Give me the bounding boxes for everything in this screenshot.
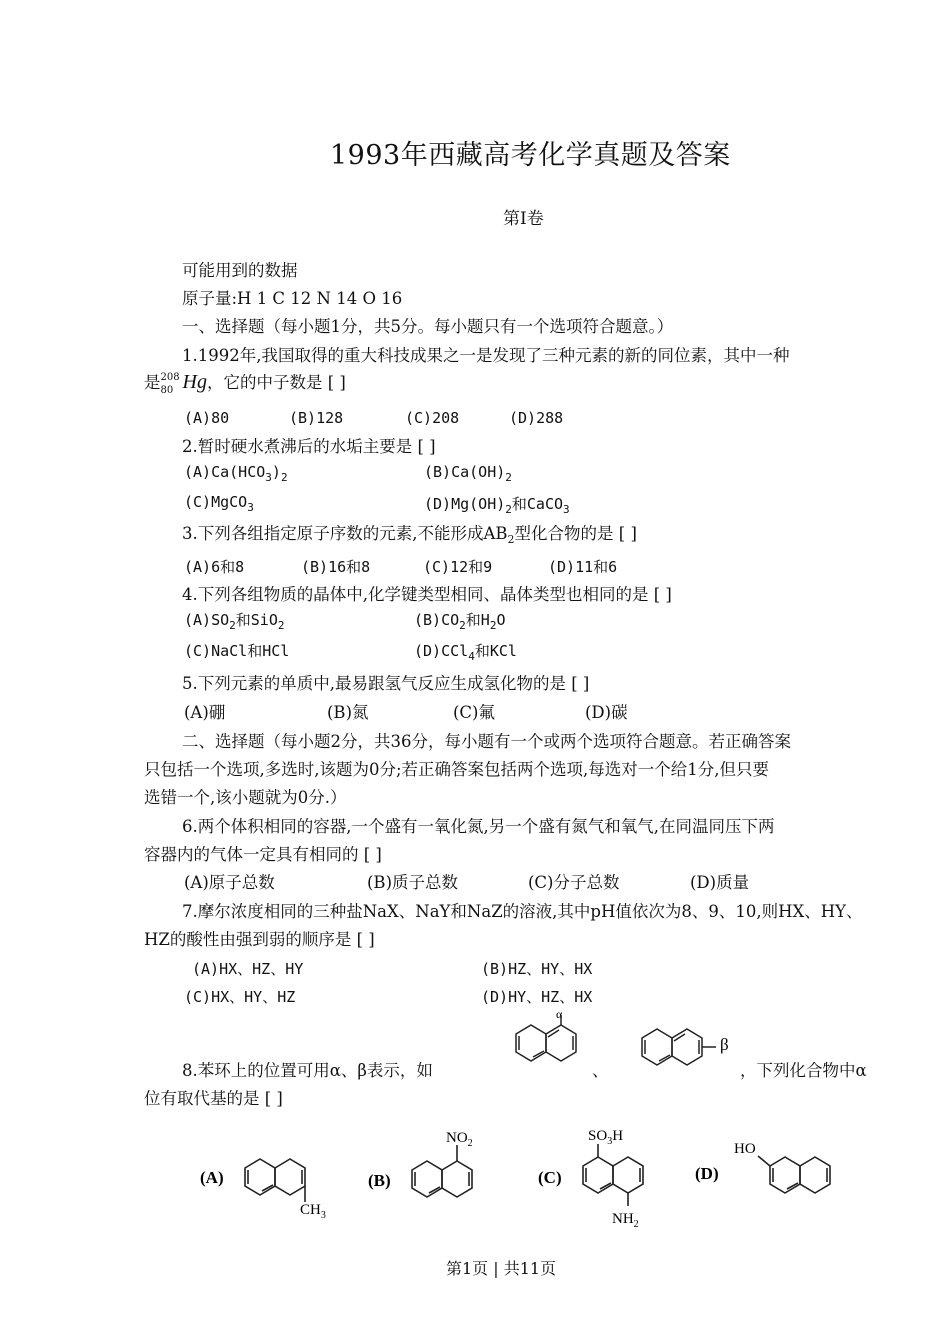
q8-option-c-label: (C) — [538, 1168, 562, 1187]
structure-c — [583, 1144, 643, 1206]
q7-option-d: (D)HY、HZ、HX — [481, 988, 593, 1006]
q3-option-c: (C)12和9 — [423, 558, 493, 576]
section1-header: 一、选择题（每小题1分，共5分。每小题只有一个选项符合题意。） — [182, 317, 674, 336]
q8-options-structures — [190, 1120, 870, 1235]
q4-option-a: $(A)SO_2$和SiO$_2$ — [184, 611, 285, 632]
q4-option-b: $(B)CO_2$和$H_2O$ — [414, 611, 506, 632]
q1-option-d: (D)288 — [509, 409, 564, 427]
volume-heading: 第Ⅰ卷 — [503, 209, 544, 229]
q5-option-d: (D)碳 — [585, 703, 628, 722]
ho-label: HO — [734, 1141, 756, 1157]
q3-option-a: (A)6和8 — [184, 558, 245, 576]
structure-b — [412, 1145, 472, 1197]
q2-option-b: $(B)Ca(OH)_2$ — [424, 463, 512, 484]
structure-a — [245, 1159, 305, 1202]
q7-line2: HZ的酸性由强到弱的顺序是 [ ] — [144, 930, 375, 949]
ch3-label: $CH_3$ — [300, 1202, 326, 1221]
q7-line1: 7.摩尔浓度相同的三种盐NaX、NaY和NaZ的溶液,其中pH值依次为8、9、10,则HX、HY、 — [182, 902, 863, 921]
q2-stem: 2.暂时硬水煮沸后的水垢主要是 [ ] — [182, 437, 436, 456]
q6-option-c: (C)分子总数 — [528, 873, 620, 892]
q5-option-c: (C)氟 — [453, 703, 495, 722]
section2-line3: 选错一个,该小题就为0分.） — [144, 788, 347, 807]
q1-option-c: (C)208 — [405, 409, 460, 427]
page-title: 1993年西藏高考化学真题及答案 — [330, 140, 731, 171]
section2-line1: 二、选择题（每小题2分，共36分，每小题有一个或两个选项符合题意。若正确答案 — [182, 732, 791, 751]
atomic-number: 80 — [160, 384, 174, 396]
q5-stem: 5.下列元素的单质中,最易跟氢气反应生成氢化物的是 [ ] — [182, 674, 590, 693]
naphthalene-beta-structure — [636, 1020, 746, 1082]
q4-option-c: (C)NaCl和HCl — [184, 642, 290, 660]
mass-number: 208 — [160, 371, 180, 383]
nh2-label: $NH_2$ — [612, 1211, 639, 1230]
q1-line2 — [144, 371, 346, 395]
no2-label: $NO_2$ — [446, 1130, 473, 1149]
q6-line1: 6.两个体积相同的容器,一个盛有一氧化氮,另一个盛有氮气和氧气,在同温同压下两 — [182, 817, 775, 836]
q1-option-a: (A)80 — [184, 409, 230, 427]
q1-suffix: ，它的中子数是 [ ] — [206, 373, 346, 392]
q2-option-a: $(A)Ca(HCO_3)_2$ — [184, 463, 288, 484]
q5-option-a: (A)硼 — [184, 703, 226, 722]
q2-option-c: (C)MgCO$_3$ — [184, 493, 254, 514]
data-heading: 可能用到的数据 — [182, 261, 298, 280]
q5-option-b: (B)氮 — [327, 703, 369, 722]
q6-line2: 容器内的气体一定具有相同的 [ ] — [144, 845, 382, 864]
q8-option-b-label: (B) — [368, 1171, 391, 1190]
alpha-label: α — [556, 1008, 563, 1021]
q1-line1: 1.1992年,我国取得的重大科技成果之一是发现了三种元素的新的同位素，其中一种 — [182, 346, 790, 365]
section2-line2: 只包括一个选项,多选时,该题为0分;若正确答案包括两个选项,每选对一个给1分,但只要 — [144, 760, 770, 779]
q1-prefix: 是 — [144, 373, 161, 392]
q3-option-b: (B)16和8 — [301, 558, 371, 576]
q6-option-a: (A)原子总数 — [184, 873, 275, 892]
page-footer: 第1页 | 共11页 — [446, 1259, 557, 1278]
q7-option-b: (B)HZ、HY、HX — [481, 960, 593, 978]
q4-option-d: (D)CCl$_4$和KCl — [414, 642, 517, 663]
beta-label: β — [720, 1035, 729, 1054]
q3-stem: 3.下列各组指定原子序数的元素,不能形成$AB_2$型化合物的是 [ ] — [182, 524, 637, 546]
atomic-mass-line: 原子量:H 1 C 12 N 14 O 16 — [182, 289, 403, 308]
q3-option-d: (D)11和6 — [548, 558, 618, 576]
q8-separator: 、 — [592, 1061, 609, 1080]
so3h-label: $SO_3H$ — [588, 1128, 624, 1147]
q4-stem: 4.下列各组物质的晶体中,化学键类型相同、晶体类型也相同的是 [ ] — [182, 585, 672, 604]
q1-option-b: (B)128 — [289, 409, 344, 427]
q6-option-b: (B)质子总数 — [367, 873, 458, 892]
structure-d — [758, 1156, 830, 1193]
element-symbol: Hg — [182, 371, 207, 393]
q8-option-a-label: (A) — [200, 1168, 224, 1187]
q8-part1: 8.苯环上的位置可用α、β表示，如 — [182, 1061, 433, 1080]
q8-line2: 位有取代基的是 [ ] — [144, 1089, 283, 1108]
q7-option-c: (C)HX、HY、HZ — [184, 988, 296, 1006]
q8-part2: ，下列化合物中α — [740, 1061, 867, 1080]
q2-option-d: $(D)Mg(OH)_2$和CaCO$_3$ — [424, 495, 570, 516]
q8-option-d-label: (D) — [695, 1164, 719, 1183]
q7-option-a: (A)HX、HZ、HY — [192, 960, 304, 978]
naphthalene-alpha-structure — [495, 1008, 585, 1078]
q6-option-d: (D)质量 — [690, 873, 750, 892]
isotope-notation — [161, 373, 183, 395]
